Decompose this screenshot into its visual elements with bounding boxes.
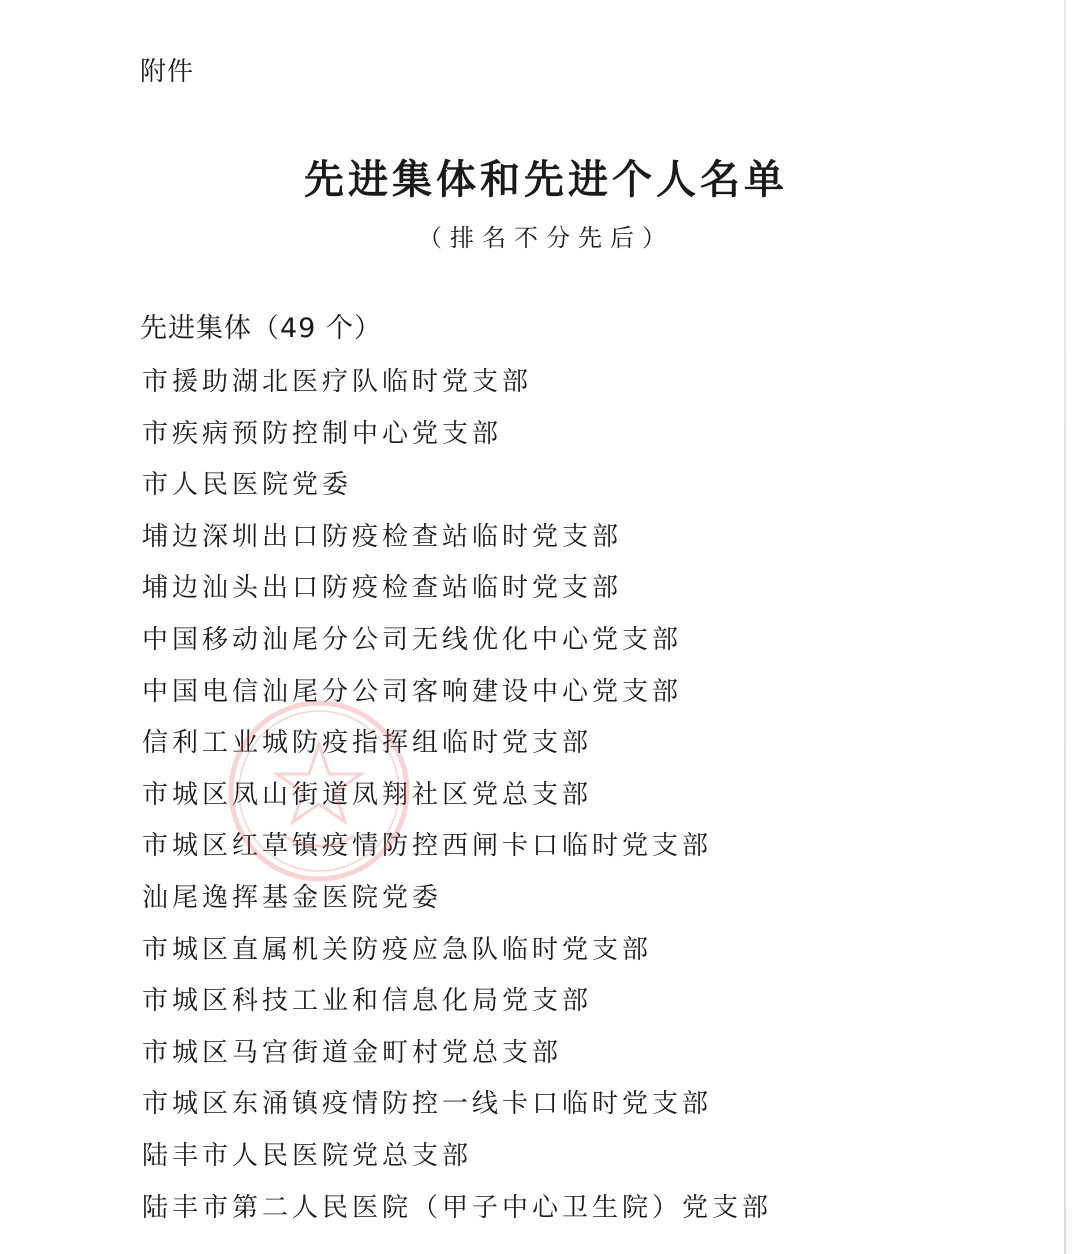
list-item: 中国电信汕尾分公司客响建设中心党支部 [142,676,683,707]
list-item: 市人民医院党委 [142,470,353,501]
attachment-label: 附件 [140,57,195,87]
section-heading: 先进集体（49 个） [140,313,382,344]
list-item: 陆丰市人民医院党总支部 [142,1140,473,1171]
list-item: 市城区东涌镇疫情防控一线卡口临时党支部 [142,1089,713,1120]
list-item: 市城区直属机关防疫应急队临时党支部 [142,934,653,965]
list-item: 汕尾逸挥基金医院党委 [142,882,443,913]
list-item: 埔边汕头出口防疫检查站临时党支部 [142,573,623,604]
list-item: 市疾病预防控制中心党支部 [142,418,503,449]
page-title: 先进集体和先进个人名单 [304,157,788,203]
list-item: 市城区凤山街道凤翔社区党总支部 [142,779,593,810]
list-item: 埔边深圳出口防疫检查站临时党支部 [142,521,623,552]
list-item: 市城区科技工业和信息化局党支部 [142,986,593,1017]
list-item: 中国移动汕尾分公司无线优化中心党支部 [142,624,683,655]
collective-list [142,357,772,1234]
list-item: 市援助湖北医疗队临时党支部 [142,367,533,397]
list-item: 市城区红草镇疫情防控西闸卡口临时党支部 [142,831,713,862]
page-subtitle: （排名不分先后） [418,224,674,252]
list-item: 陆丰市第二人民医院（甲子中心卫生院）党支部 [142,1192,773,1223]
page-edge [1064,0,1066,1254]
list-item: 市城区马宫街道金町村党总支部 [142,1037,563,1068]
list-item: 信利工业城防疫指挥组临时党支部 [142,728,593,759]
